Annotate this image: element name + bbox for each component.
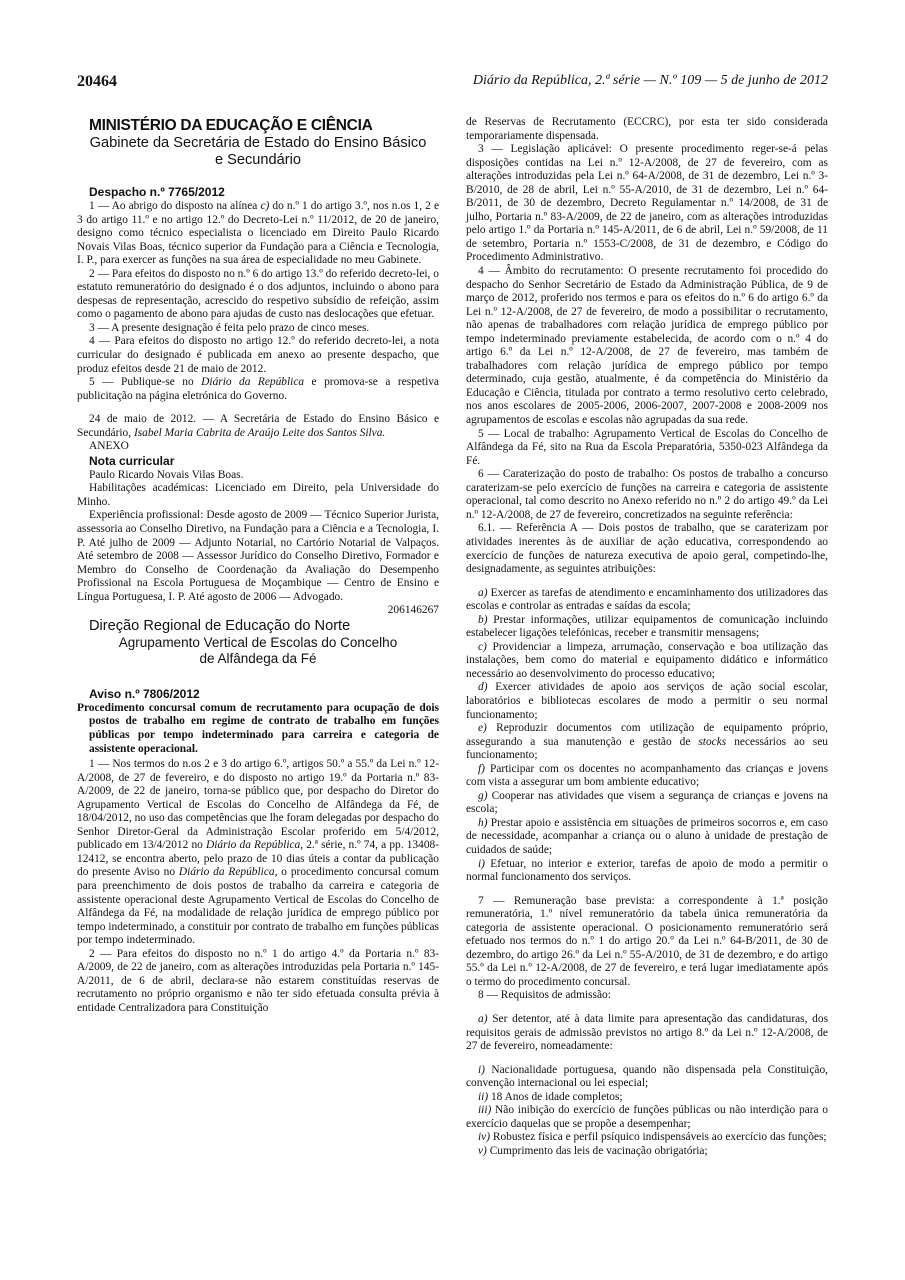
list-item-c <box>466 641 828 682</box>
despacho-paragraph-1 <box>77 200 439 268</box>
list-item-a <box>466 587 828 614</box>
right-column <box>466 116 828 1158</box>
text-run: 1 — Ao abrigo do disposto na alínea <box>89 200 261 212</box>
requirement-iv <box>466 1131 828 1145</box>
cv-qualifications: Habilitações académicas: Licenciado em Direito, pela Universidade do Minho. <box>77 482 439 508</box>
signature-paragraph <box>77 413 439 440</box>
list-key: iii) <box>478 1104 492 1117</box>
text-run-italic: Diário da República, <box>178 866 278 879</box>
list-item-f <box>466 763 828 790</box>
list-key: c) <box>478 640 487 653</box>
list-item-i <box>466 858 828 885</box>
text-run-italic: c) <box>260 200 270 212</box>
left-column <box>77 116 439 1015</box>
text-run: do n.º 1 do artigo 3.º, nos n.os 1, 2 e 3 do artigo 11.º e no artigo 12.º do Decreto-Lei n.º 11/2012, de 20 de janeiro, designo como técnico especialista o licenciado em Direito Paulo Ricardo Novais Vilas Boas, técnico superior da Fundação para a Ciência e Tecnologia, I. P., para exercer as funções na sua área de especialidade no meu Gabinete. <box>77 200 440 267</box>
aviso-title: Aviso n.º 7806/2012 <box>89 686 200 701</box>
page-header <box>77 73 828 93</box>
agrupamento-line1: Agrupamento Vertical de Escolas do Concelho <box>118 634 398 650</box>
page-number: 20464 <box>77 73 117 90</box>
list-key: ii) <box>478 1090 489 1103</box>
despacho-title: Despacho n.º 7765/2012 <box>89 185 225 199</box>
list-text: Cooperar nas atividades que visem a segurança de crianças e jovens na escola; <box>466 789 828 816</box>
aviso-paragraph-4: 4 — Âmbito do recrutamento: O presente recrutamento foi procedido do despacho do Senhor Secretário de Estado da Administração Pública, de 9 de março de 2012, proferido nos termos e para os efeitos do n.º 6 do artigo 6.º da Lei n.º 12-A/2008, de 27 de fevereiro, de modo a possibilitar o recrutamento, não apenas de trabalhadores com relação jurídica de emprego público por tempo indeterminado previamente estabelecida, de acordo com o n.º 4 do artigo 6.º da Lei n.º 12-A/2008, de 27 de fevereiro, mas também de trabalhadores com relação jurídica de emprego público por tempo determinado, cuja gestão, atualmente, é da competência do Ministério da Educação e Ciência, titulada por contrato a termo resolutivo certo celebrado, nos anos escolares de 2005-2006, 2006-2007, 2007-2008 e 2008-2009 nos agrupamentos de escolas e escolas não agrupadas da sua rede. <box>466 265 828 427</box>
signatory: Isabel Maria Cabrita de Araújo Leite dos Santos Silva. <box>133 426 386 439</box>
text-run: o procedimento concursal comum para preenchimento de dois postos de trabalho da carreira e categoria de assistente operacional deste Agrupamento Vertical de Escolas do Concelho de Alfândega da Fé, na modalidade de relação jurídica de emprego público por tempo indeterminado, a constituir por contrato de trabalho em funções públicas por tempo indeterminado. <box>77 866 439 947</box>
requirement-v <box>466 1145 828 1159</box>
office-heading <box>77 135 439 169</box>
aviso-paragraph-1 <box>77 758 439 948</box>
text-run-italic: Diário da República <box>201 376 305 389</box>
list-item-d <box>466 681 828 722</box>
list-key: i) <box>478 857 485 870</box>
ministry-heading: MINISTÉRIO DA EDUCAÇÃO E CIÊNCIA <box>89 117 373 134</box>
list-item-b <box>466 614 828 641</box>
list-key: g) <box>478 789 488 802</box>
list-text: Reproduzir documentos com utilização de equipamento próprio, assegurando a sua manutenção e gestão de <box>466 722 828 748</box>
text-run: 5 — Publique-se no <box>89 376 202 389</box>
list-text: Ser detentor, até à data limite para apresentação das candidaturas, dos requisitos gerais de admissão previstos no artigo 8.º da Lei n.º 12-A/2008, de 27 de fevereiro, nomeadamente: <box>466 1013 828 1053</box>
list-text: Exercer atividades de apoio aos serviços de ação social escolar, laboratórios e bibliotecas escolares de modo a permitir o seu normal funcionamento; <box>466 681 828 721</box>
agrupamento-line2: de Alfândega da Fé <box>199 650 317 666</box>
aviso-paragraph-5: 5 — Local de trabalho: Agrupamento Vertical de Escolas do Concelho de Alfândega da Fé, sito na Rua da Escola Preparatória, 5350-023 Alfândega da Fé. <box>466 427 828 467</box>
aviso-paragraph-7: 7 — Remuneração base prevista: a correspondente à 1.ª posição remuneratória, 1.º nível remuneratório da tabela única remuneratória da categoria de assistente operacional. O posicionamento remuneratório será efetuado nos termos do n.º 1 do artigo 20.º da Lei n.º 64-B/2011, de 30 de dezembro, do artigo 26.º da Lei n.º 55-A/2010, de 31 de dezembro, e do artigo 55.º da Lei n.º 12-A/2008, de 27 de fevereiro, e terá lugar imediatamente após o termo do procedimento concursal. <box>466 894 828 988</box>
aviso-paragraph-6-1: 6.1. — Referência A — Dois postos de trabalho, que se caraterizam por atividades inerentes às de auxiliar de ação educativa, correspondendo ao exercício de funções de natureza executiva de apoio geral, competindo-lhe, designadamente, as seguintes atribuições: <box>466 522 828 576</box>
cv-experience: Experiência profissional: Desde agosto de 2009 — Técnico Superior Jurista, assessoria ao Conselho Diretivo, na Fundação para a Ciência e a Tecnologia, I. P. Até julho de 2009 — Adjunto Notarial, no Cartório Notarial de Valpaços. Até setembro de 2008 — Assessor Jurídico do Conselho Diretivo, Formador e Membro do Conselho de Coordenação da Avaliação do Desempenho Profissional na Escola Portuguesa de Moçambique — Centro de Ensino e Língua Portuguesa, I. P. Até agosto de 2006 — Advogado. <box>77 509 439 603</box>
list-key: e) <box>478 722 487 735</box>
requirement-a <box>466 1013 828 1054</box>
list-item-e <box>466 722 828 763</box>
aviso-paragraph-2-continued: de Reservas de Recrutamento (ECCRC), por esta ter sido considerada temporariamente dispensada. <box>466 116 828 142</box>
list-text: Robustez física e perfil psíquico indispensáveis ao exercício das funções; <box>490 1131 827 1144</box>
list-text: Prestar apoio e assistência em situações de primeiros socorros e, em caso de necessidade, acompanhar a criança ou o aluno à unidade de prestação de cuidados de saúde; <box>466 816 828 856</box>
anexo-label: ANEXO <box>89 440 129 453</box>
list-key: v) <box>478 1144 487 1157</box>
list-text: Prestar informações, utilizar equipamentos de comunicação incluindo estabelecer ligações telefónicas, receber e transmitir mensagens; <box>466 613 828 640</box>
list-text: Não inibição do exercício de funções públicas ou não interdição para o exercício daquelas que se propõe a desempenhar; <box>466 1104 828 1130</box>
list-text: Exercer as tarefas de atendimento e encaminhamento dos utilizadores das escolas e controlar as entradas e saídas da escola; <box>466 586 828 613</box>
list-key: a) <box>478 586 488 599</box>
list-key: h) <box>478 816 488 829</box>
aviso-paragraph-8: 8 — Requisitos de admissão: <box>478 989 611 1002</box>
despacho-paragraph-4: 4 — Para efeitos do disposto no artigo 12.º do referido decreto-lei, a nota curricular do designado é publicada em anexo ao presente despacho, que produz efeitos desde 21 de maio de 2012. <box>77 335 439 375</box>
list-text: Efetuar, no interior e exterior, tarefas de apoio de modo a permitir o normal funcionamento dos serviços. <box>466 857 828 884</box>
text-run: 1 — Nos termos do n.os 2 e 3 do artigo 6.º, artigos 50.º a 55.º da Lei n.º 12-A/2008, de 27 de fevereiro, e do disposto no artigo 19.º da Portaria n.º 83-A/2009, de 22 de janeiro, torna-se público que, por despacho do Diretor do Agrupamento Vertical de Escolas do Concelho de Alfândega da Fé, de 18/04/2012, no uso das competências que lhe foram delegadas por despacho do Senhor Diretor-Geral da Administração Escolar proferido em 5/4/2012, publicado em 13/4/2012 no <box>77 758 439 852</box>
date-line: 24 de maio de 2012. — A Secretária de Estado do Ensino Básico e Secundário, <box>77 413 439 439</box>
direction-heading: Direção Regional de Educação do Norte <box>89 617 351 634</box>
office-heading-line2: e Secundário <box>214 152 301 168</box>
publication-title: Diário da República, 2.ª série — N.º 109 — 5 de junho de 2012 <box>472 73 828 88</box>
list-key: f) <box>478 762 485 775</box>
aviso-paragraph-3: 3 — Legislação aplicável: O presente procedimento reger-se-á pelas disposições contidas na Lei n.º 12-A/2008, de 27 de fevereiro, com as alterações introduzidas pela Lei n.º 64-A/2008, de 31 de dezembro, Lei n.º 3-B/2010, de 28 de abril, Lei n.º 55-A/2010, de 31 de dezembro, Lei n.º 64-B/2011, de 30 de dezembro, Decreto Regulamentar n.º 14/2008, de 31 de julho, Portaria n.º 83-A/2009, de 22 de janeiro, com as alterações introduzidas pelo artigo 1.º da Portaria n.º 145-A/2011, de 6 de abril, Lei n.º 59/2008, de 11 de setembro, Portaria n.º 1553-C/2008, de 31 de dezembro, e Código do Procedimento Administrativo. <box>466 143 828 264</box>
list-text: Participar com os docentes no acompanhamento das crianças e jovens com vista a assegurar um bom ambiente educativo; <box>466 762 828 789</box>
text-run: 2.ª série, n.º 74, a pp. 13408-12412, se encontra aberto, pelo prazo de 10 dias úteis a contar da publicação do presente Aviso no <box>77 839 440 879</box>
list-key: i) <box>478 1063 485 1076</box>
despacho-paragraph-3: 3 — A presente designação é feita pelo prazo de cinco meses. <box>89 321 370 334</box>
despacho-paragraph-2: 2 — Para efeitos do disposto no n.º 6 do artigo 13.º do referido decreto-lei, o estatuto remuneratório do designado é o dos adjuntos, incluindo o abono para despesas de representação, acrescido do respetivo subsídio de refeição, assim como o pagamento de abono para ajudas de custo nas deslocações que efetuar. <box>77 267 439 321</box>
list-key: b) <box>478 613 488 626</box>
requirement-ii <box>466 1091 828 1105</box>
requirement-iii <box>466 1104 828 1131</box>
nota-curricular-title: Nota curricular <box>89 453 175 468</box>
list-text-italic: stocks <box>698 735 727 748</box>
list-text: necessários ao seu funcionamento; <box>466 735 828 762</box>
aviso-paragraph-2: 2 — Para efeitos do disposto no n.º 1 do artigo 4.º da Portaria n.º 83-A/2009, de 22 de janeiro, com as alterações introduzidas pela Portaria n.º 145-A/2011, de 6 de abril, declara-se não estarem constituídas reservas de recrutamento no próprio organismo e não ter sido efetuada consulta prévia à entidade Centralizadora para Constituição <box>77 947 439 1014</box>
list-item-g <box>466 790 828 817</box>
list-text: Nacionalidade portuguesa, quando não dispensada pela Constituição, convenção internacional ou lei especial; <box>466 1063 828 1090</box>
agrupamento-heading <box>77 635 439 667</box>
office-heading-line1: Gabinete da Secretária de Estado do Ensino Básico <box>89 135 427 151</box>
reference-number: 206146267 <box>387 604 439 617</box>
list-text: 18 Anos de idade completos; <box>488 1090 623 1103</box>
aviso-paragraph-6: 6 — Caraterização do posto de trabalho: Os postos de trabalho a concurso caraterizam-se pelo exercício de funções na carreira e categoria de assistente operacional, tal como descrito no Anexo referido no n.º 2 do artigo 49.º da Lei n.º 12-A/2008, de 27 de fevereiro, concretizados na seguinte referência: <box>466 468 828 521</box>
list-key: a) <box>478 1013 488 1025</box>
procedure-title-text: Procedimento concursal comum de recrutamento para ocupação de dois postos de trabalho em regime de contrato de trabalho em funções públicas por tempo indeterminado para carreira e categoria de assistente operacional. <box>77 701 439 755</box>
list-key: d) <box>478 681 488 694</box>
list-key: iv) <box>478 1131 491 1144</box>
text-run: e promova-se a respetiva publicitação na página eletrónica do Governo. <box>77 376 439 402</box>
list-item-h <box>466 817 828 858</box>
procedure-title <box>77 702 439 756</box>
cv-name: Paulo Ricardo Novais Vilas Boas. <box>89 468 244 481</box>
list-text: Providenciar a limpeza, arrumação, conservação e boa utilização das instalações, bem como do material e equipamento didático e informático necessário ao desenvolvimento do processo educativo; <box>466 640 828 680</box>
requirement-i <box>466 1064 828 1091</box>
list-text: Cumprimento das leis de vacinação obrigatória; <box>486 1144 708 1157</box>
despacho-paragraph-5 <box>77 376 439 403</box>
text-run-italic: Diário da República, <box>206 839 304 852</box>
